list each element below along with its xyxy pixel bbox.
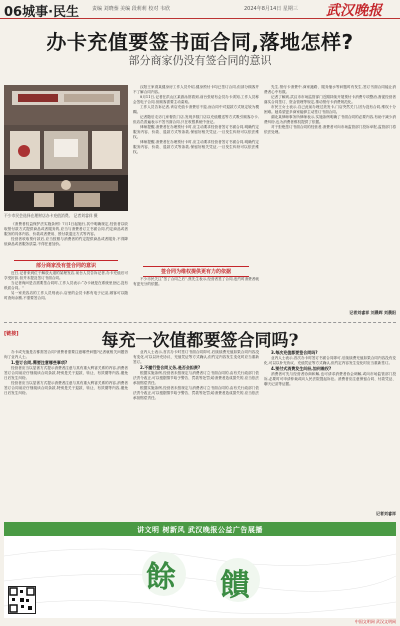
public-service-banner: [4, 522, 396, 536]
footer-credit: 中国文明网 武汉文明网: [354, 619, 396, 624]
paragraph: 消费者可先与经营者协商和解,也可请求消费者协会调解,或向市场监管部门投诉,必要时可申请仲裁或向人民法院提起诉讼。消费者应注意保留合同、付款凭证、聊天记录等证据。: [264, 372, 396, 386]
section-subhead: 部分商家没有签合同的意识: [14, 260, 118, 271]
paragraph: 不少市民关注“签了合同之后”,焦先生表示,经营者签了合同,违约时消费者就有更充分的依据。: [133, 277, 259, 286]
article2-headline: 每充一次值都要签合同吗?: [101, 331, 299, 351]
paragraph: 近日,记者来到位于解放大道的某理发店,前台人员告诉记者,办卡充值后可享受折扣,但并未提及签订书面合同。: [4, 271, 128, 280]
paragraph: 对于拒绝签订书面合同的经营者,消费者可向市场监管部门投诉举报,监管部门将依法处理。: [264, 125, 396, 134]
public-service-ad: [4, 536, 396, 618]
paragraph: 《消费者权益保护法实施条例》7月1日起施行,其中明确规定,经营者以收取预付款方式提供商品或者服务的,应当与消费者订立书面合同,约定商品或者服务的具体内容、价款或者费用、预付款退还方式等内容。: [4, 222, 128, 236]
article2-column-2: [133, 350, 259, 518]
editor-credits: 责编 刘晓蓥 美编 段莉莉 校对 韦欣: [92, 6, 170, 12]
article-column-1b: [4, 271, 128, 319]
paragraph: 业内人士表示,首次办卡时签订书面合同即可,后续续费充值如果合同内容没有变化,可以以补充协议、充值凭证等方式确认,但约定内容发生变化时应当重新签订。: [133, 350, 259, 364]
article-column-2: [133, 85, 259, 263]
question-heading: 1.签订合同,需要注意哪些事项?: [11, 360, 68, 365]
section-title: 06城事·民生: [4, 5, 80, 20]
article-column-1: [4, 222, 128, 258]
store-photo-image: [4, 85, 128, 211]
paragraph: 根据实施条例,经营者未按规定与消费者订立书面合同的,由有关行政部门依法责令改正,可以根据情节给予警告、罚款等处罚;给消费者造成损失的,应当依法承担赔偿责任。: [133, 371, 259, 385]
ad-character-2: 饋: [220, 568, 250, 603]
article-byline: 记者刘睿祥 刘晨晖 刘晨阳: [349, 310, 396, 315]
photo-caption: 不少市民会选择在理财店办卡充值消费。 记者刘睿祥 摄: [4, 213, 98, 218]
link-tag: [链接]: [4, 331, 19, 337]
paragraph: 经营者收取预付款后,应当按照与消费者的约定提供商品或者服务,不得降低商品或者服务质量,不得任意加价。: [4, 237, 128, 246]
paragraph: 工作人员告诉记者,该店充值卡消费后不退,而合同中对退款方式规定较为模糊。: [133, 105, 259, 114]
paragraph: 律师提醒,消费者在办理预付卡时,应主动要求经营者签订书面合同,明确约定服务内容、价款、退款方式等条款,保留好相关凭证,一旦发生纠纷可以依法维权。: [133, 125, 259, 139]
paragraph: 经营者应当以显著方式提示消费者注意与其有重大利害关系的内容,消费者签订合同前应仔细阅读合同条款,特别是关于退款、转让、有效期等内容,避免日后发生纠纷。: [4, 381, 128, 395]
paragraph: 当记者询问是否需要签合同时,工作人员表示:“办卡就是在系统里登记,没有纸质合同。”: [4, 281, 128, 290]
article-headline: 办卡充值要签书面合同,落地怎样?: [46, 30, 354, 54]
paragraph: 先生,预付卡消费中,商家跑路、服务缩水等问题时有发生,签订书面合同能让消费者心中有数。: [264, 85, 396, 94]
ad-artwork: [4, 536, 396, 618]
paragraph: 业内人士表示,首次办卡时签订书面合同即可,后续续费充值如果合同内容没有变化,可以以补充协议、充值凭证等方式确认,但约定内容发生变化时应当重新签订。: [264, 356, 396, 365]
qr-code-icon: [9, 587, 35, 613]
paragraph: 根据实施条例,经营者未按规定与消费者订立书面合同的,由有关行政部门依法责令改正,可以根据情节给予警告、罚款等处罚;给消费者造成损失的,应当依法承担赔偿责任。: [133, 386, 259, 400]
question-heading: 3.每次充值都要签合同吗?: [271, 350, 318, 355]
article-column-3: [264, 85, 396, 307]
newspaper-logo: 武汉晚报: [326, 3, 382, 19]
paragraph: 另一家美容店的工作人员则表示,店里的会员卡都有电子记录,顾客可以随时查询余额,不需要签合同。: [4, 291, 128, 300]
paragraph: 市民王女士表示,自己此前办理过美发卡,门店突然关门,因为没有合同,维权十分困难。她希望更多商家能够主动签订书面合同。: [264, 105, 396, 114]
banner-text: 讲文明 树新风 武汉晚报公益广告展播: [137, 526, 263, 534]
article2-byline: 记者刘睿祥: [376, 511, 396, 516]
question-heading: 4.预付式消费发生纠纷,如何维权?: [271, 366, 332, 371]
paragraph: 记者随后走访几家餐饮门店,发现多数门店以充值赠送等方式吸引顾客办卡,但店员普遍表示不签书面合同,只在收银系统中登记。: [133, 115, 259, 124]
paragraph: 8月11日,记者在洪山区某游泳馆看到,前台张贴有会员办卡须知,工作人员称会签电子合同,但顾客需要主动索取。: [133, 95, 259, 104]
article2-column-1: [4, 350, 128, 518]
section-divider: [4, 322, 396, 323]
qr-code: [8, 586, 36, 614]
paragraph: 办卡或充值是否都需签合同?消费者需要注意哪些问题?记者就相关问题咨询了业内人士。: [4, 350, 128, 359]
masthead: [0, 0, 400, 19]
ad-character-1: 餘: [146, 560, 176, 595]
section-subhead: 签合同为维权提供更有力的依据: [143, 266, 249, 277]
paragraph: 律师提醒,消费者在办理预付卡时,应主动要求经营者签订书面合同,明确约定服务内容、价款、退款方式等条款,保留好相关凭证,一旦发生纠纷可以依法维权。: [133, 140, 259, 154]
store-photo: [4, 85, 128, 211]
issue-date: 2024年8月14日 星期三: [244, 6, 298, 12]
question-heading: 2.不履行签合同义务,是否会担责?: [140, 365, 201, 370]
article2-column-3: [264, 350, 396, 508]
paragraph: 经营者应当以显著方式提示消费者注意与其有重大利害关系的内容,消费者签订合同前应仔细阅读合同条款,特别是关于退款、转让、有效期等内容,避免日后发生纠纷。: [4, 366, 128, 380]
article-subheadline: 部分商家仍没有签合同的意识: [128, 54, 272, 67]
paragraph: 汉阳王家湾某健身房工作人员介绍,健身预付卡均已签订合同,但部分顾客并不了解合同内容。: [133, 85, 259, 94]
paragraph: 湖北某律师事务所律师表示,实施条例明确了书面合同的必要内容,有助于减少消费纠纷,也为消费者维权提供了依据。: [264, 115, 396, 124]
paragraph: 记者了解到,武汉市市场监管部门近期持续开展预付卡消费专项整治,督促经营者落实合同签订、资金管理等规定,推动预付卡消费规范化。: [264, 95, 396, 104]
article-column-2b: [133, 277, 259, 319]
